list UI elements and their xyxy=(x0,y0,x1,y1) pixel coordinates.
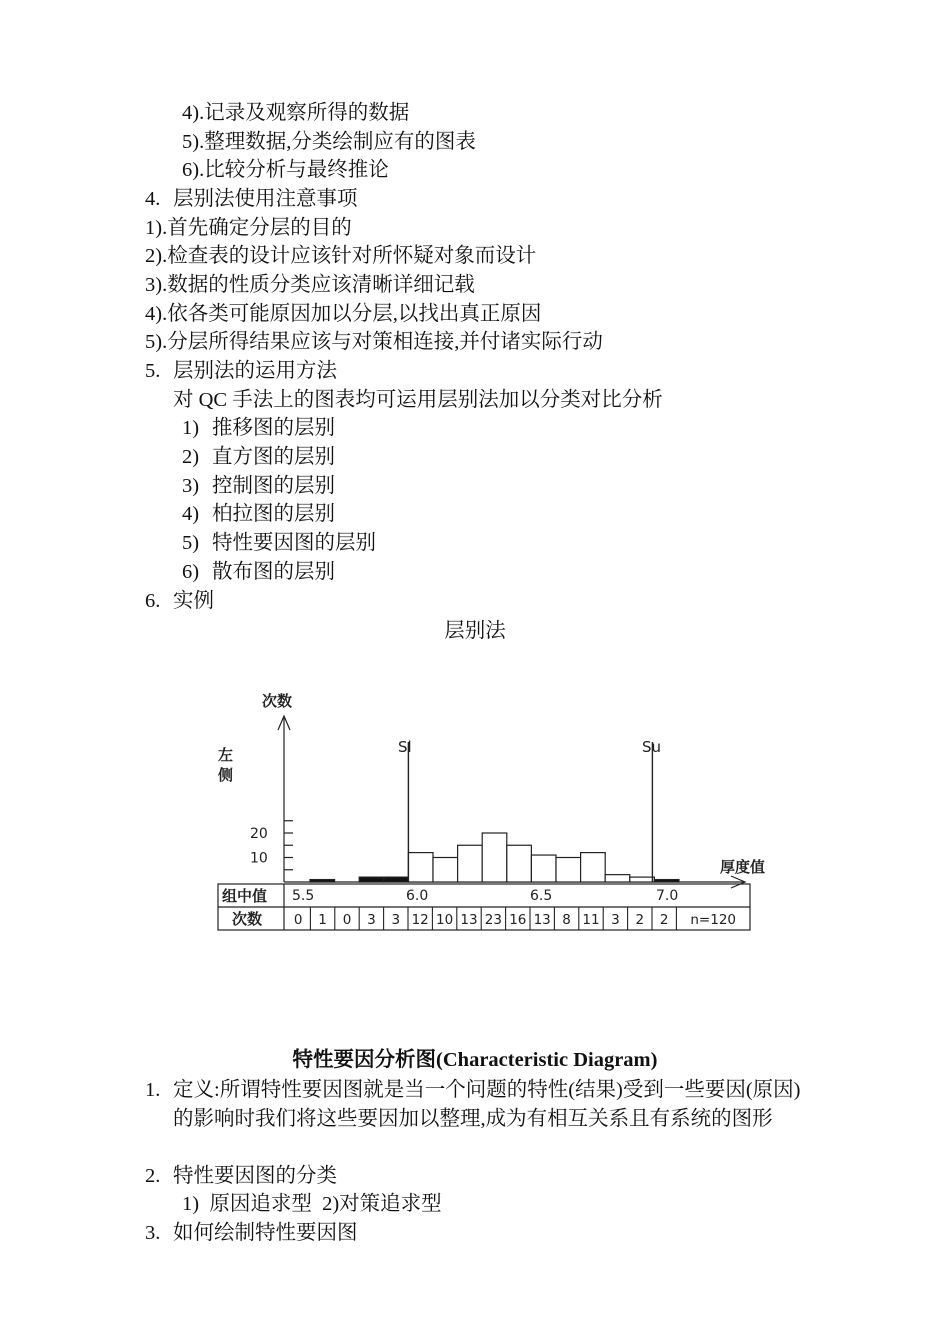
step-item-6: 6).比较分析与最终推论 xyxy=(182,159,389,181)
histogram-chart xyxy=(200,680,780,940)
histogram-bar xyxy=(581,853,606,882)
histogram-bar xyxy=(556,858,581,883)
count-cell: 8 xyxy=(562,912,571,928)
count-row-label: 次数 xyxy=(232,910,263,928)
count-cell: 1 xyxy=(318,912,327,928)
count-cell: 13 xyxy=(533,912,551,928)
histogram-bar-filled xyxy=(310,880,335,882)
section-6-title: 实例 xyxy=(173,590,214,612)
count-cell: 2 xyxy=(659,912,669,928)
count-cell: 12 xyxy=(411,912,429,928)
side-label-bottom: 侧 xyxy=(218,766,234,784)
histogram-bar-filled xyxy=(384,877,409,882)
section-5-number: 5. xyxy=(145,360,161,382)
section-5-title: 层别法的运用方法 xyxy=(173,360,337,382)
histogram-bar xyxy=(408,853,433,882)
histogram-bar xyxy=(605,875,630,882)
char-item-2-number: 2. xyxy=(145,1165,161,1187)
char-item-2-text: 特性要因图的分类 xyxy=(173,1165,337,1187)
histogram-bar xyxy=(630,877,655,882)
spec-upper-label: Su xyxy=(642,738,662,756)
histogram-bar-filled xyxy=(359,877,384,882)
histogram-bar xyxy=(531,855,556,882)
char-item-3-text: 如何绘制特性要因图 xyxy=(173,1222,358,1244)
section-5-heading xyxy=(145,357,337,385)
step-item-4: 4).记录及观察所得的数据 xyxy=(182,102,410,124)
char-item-1-text: 定义:所谓特性要因图就是当一个问题的特性(结果)受到一些要因(原因)的影响时我们将这些要因加以整理,成为有相互关系且有系统的图形 xyxy=(173,1079,801,1130)
section-5-item: 2) 直方图的层别 xyxy=(182,446,335,468)
y-axis-label: 次数 xyxy=(262,692,293,710)
section-6-heading xyxy=(145,587,214,615)
count-cell: 16 xyxy=(509,912,527,928)
histogram-bar xyxy=(458,845,483,882)
section-6-number: 6. xyxy=(145,590,161,612)
section-5-item: 5) 特性要因图的层别 xyxy=(182,532,376,554)
histogram-bar xyxy=(482,833,507,882)
section-4-item: 2).检查表的设计应该针对所怀疑对象而设计 xyxy=(145,245,537,267)
section-4-item: 5).分层所得结果应该与对策相连接,并付诸实际行动 xyxy=(145,331,603,353)
section-5-item: 6) 散布图的层别 xyxy=(182,561,335,583)
count-cell: 13 xyxy=(460,912,478,928)
section-5-item: 4) 柏拉图的层别 xyxy=(182,503,335,525)
mid-value-label: 7.0 xyxy=(656,888,679,904)
total-count: n=120 xyxy=(690,912,737,928)
mid-value-row-label: 组中值 xyxy=(222,887,268,905)
section-4-item: 4).依各类可能原因加以分层,以找出真正原因 xyxy=(145,303,542,325)
characteristic-diagram-title: 特性要因分析图(Characteristic Diagram) xyxy=(292,1049,658,1071)
char-item-3-number: 3. xyxy=(145,1222,161,1244)
section-4-title: 层别法使用注意事项 xyxy=(173,188,358,210)
section-4-heading xyxy=(145,185,358,213)
histogram-bar-filled xyxy=(654,880,679,882)
section-4-item: 3).数据的性质分类应该清晰详细记载 xyxy=(145,274,475,296)
count-cell: 3 xyxy=(611,912,620,928)
count-cell: 11 xyxy=(582,912,600,928)
section-5-intro: 对 QC 手法上的图表均可运用层别法加以分类对比分析 xyxy=(173,389,663,411)
section-4-number: 4. xyxy=(145,188,161,210)
y-tick-label: 20 xyxy=(250,826,268,842)
y-tick-label: 10 xyxy=(250,850,268,867)
section-5-item: 3) 控制图的层别 xyxy=(182,475,335,497)
histogram-bar xyxy=(507,845,532,882)
step-item-5: 5).整理数据,分类绘制应有的图表 xyxy=(182,131,476,153)
count-cell: 2 xyxy=(635,912,645,928)
histogram-bar xyxy=(433,858,458,883)
count-cell: 23 xyxy=(484,912,502,928)
count-cell: 10 xyxy=(436,912,454,928)
count-cell: 3 xyxy=(367,912,376,928)
count-cell: 0 xyxy=(293,912,303,928)
mid-value-label: 5.5 xyxy=(292,888,315,904)
section-4-item: 1).首先确定分层的目的 xyxy=(145,217,352,239)
section-5-item: 1) 推移图的层别 xyxy=(182,417,335,439)
spec-lower-label: Sl xyxy=(398,738,412,756)
char-item-2-sub: 1) 原因追求型 2)对策追求型 xyxy=(182,1193,442,1215)
mid-value-label: 6.5 xyxy=(530,888,553,904)
figure-title: 层别法 xyxy=(444,620,506,642)
side-label-top: 左 xyxy=(218,746,234,764)
count-cell: 0 xyxy=(342,912,352,928)
count-cell: 3 xyxy=(391,912,401,928)
char-item-1-number: 1. xyxy=(145,1079,161,1101)
x-axis-label: 厚度值 xyxy=(720,858,766,876)
mid-value-label: 6.0 xyxy=(406,888,429,904)
